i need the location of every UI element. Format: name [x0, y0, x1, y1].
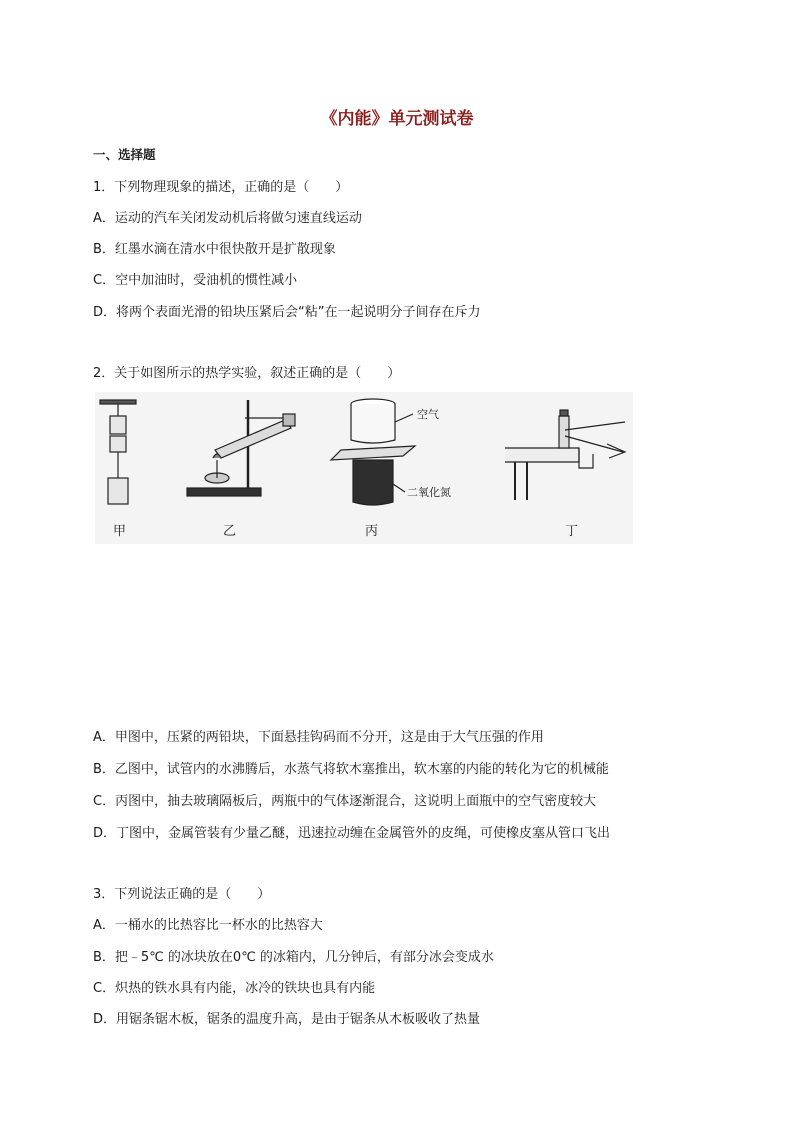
question-3-option-d: D．用锯条锯木板，锯条的温度升高，是由于锯条从木板吸收了热量	[93, 1012, 481, 1027]
question-2-option-d: D．丁图中，金属管装有少量乙醚，迅速拉动缠在金属管外的皮绳，可使橡皮塞从管口飞出	[93, 826, 611, 841]
question-2-option-c: C．丙图中，抽去玻璃隔板后，两瓶中的气体逐渐混合，这说明上面瓶中的空气密度较大	[93, 794, 597, 809]
question-3-option-b: B．把﹣5℃ 的冰块放在0℃ 的冰箱内，几分钟后，有部分冰会变成水	[93, 950, 494, 965]
experiment-figure	[95, 392, 633, 544]
figure-label-ding: 丁	[565, 524, 579, 539]
question-2-option-b: B．乙图中，试管内的水沸腾后，水蒸气将软木塞推出，软木塞的内能的转化为它的机械能	[93, 762, 609, 777]
question-1-option-d: D．将两个表面光滑的铅块压紧后会“粘”在一起说明分子间存在斥力	[93, 305, 481, 320]
figure-label-jia: 甲	[113, 524, 127, 539]
question-1-option-c: C．空中加油时，受油机的惯性减小	[93, 273, 298, 288]
nitrogen-dioxide-label: 二氧化氮	[407, 486, 451, 499]
figure-label-bing: 丙	[365, 524, 379, 539]
section-heading: 一、选择题	[93, 147, 156, 162]
figure-label-yi: 乙	[223, 524, 237, 539]
question-3-stem: 3．下列说法正确的是（ ）	[93, 887, 271, 902]
question-1-option-b: B．红墨水滴在清水中很快散开是扩散现象	[93, 242, 336, 257]
question-1-stem: 1．下列物理现象的描述，正确的是（ ）	[93, 180, 349, 195]
question-2-stem: 2．关于如图所示的热学实验，叙述正确的是（ ）	[93, 366, 401, 381]
question-3-option-c: C．炽热的铁水具有内能，冰冷的铁块也具有内能	[93, 981, 376, 996]
question-1-option-a: A．运动的汽车关闭发动机后将做匀速直线运动	[93, 211, 362, 226]
air-label: 空气	[417, 408, 439, 421]
page-title: 《内能》单元测试卷	[320, 109, 474, 129]
question-2-option-a: A．甲图中，压紧的两铅块，下面悬挂钩码而不分开，这是由于大气压强的作用	[93, 730, 544, 745]
question-3-option-a: A．一桶水的比热容比一杯水的比热容大	[93, 918, 323, 933]
